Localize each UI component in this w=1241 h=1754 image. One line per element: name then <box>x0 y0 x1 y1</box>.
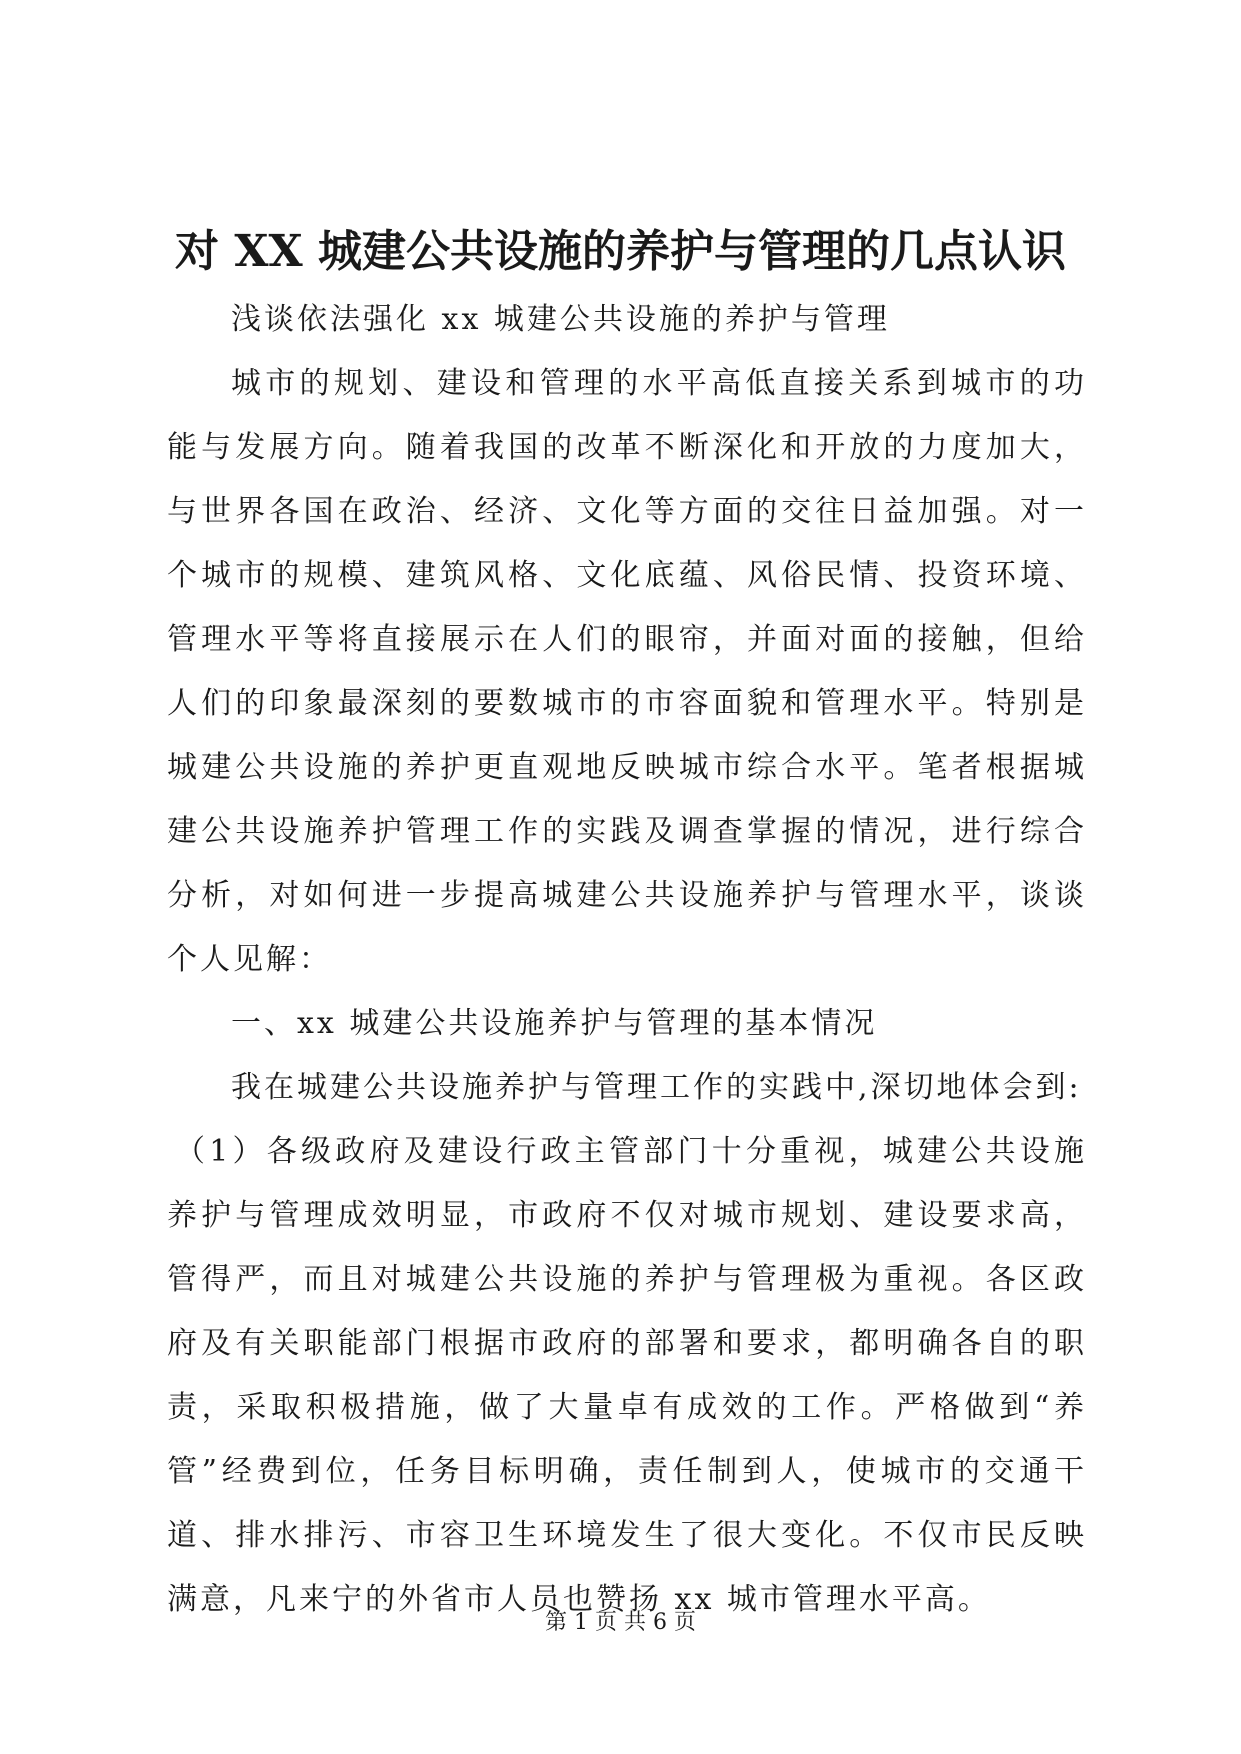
intro-paragraph: 城市的规划、建设和管理的水平高低直接关系到城市的功能与发展方向。随着我国的改革不断深化和开放的力度加大，与世界各国在政治、经济、文化等方面的交往日益加强。对一个城市的规模、建筑风格、文化底蕴、风俗民情、投资环境、管理水平等将直接展示在人们的眼帘，并面对面的接触，但给人们的印象最深刻的要数城市的市容面貌和管理水平。特别是城建公共设施的养护更直观地反映城市综合水平。笔者根据城建公共设施养护管理工作的实践及调查掌握的情况，进行综合分析，对如何进一步提高城建公共设施养护与管理水平，谈谈个人见解： <box>167 366 1087 977</box>
page-footer: 第 1 页 共 6 页 <box>545 1610 696 1635</box>
experience-paragraph: 我在城建公共设施养护与管理工作的实践中,深切地体会到: <box>231 1070 1082 1105</box>
document-title: 对 XX 城建公共设施的养护与管理的几点认识 <box>175 226 1066 277</box>
document-body <box>167 288 1087 1632</box>
section-heading: 一、xx 城建公共设施养护与管理的基本情况 <box>231 1006 878 1041</box>
subtitle-paragraph: 浅谈依法强化 xx 城建公共设施的养护与管理 <box>231 302 890 337</box>
point-one-paragraph: （1）各级政府及建设行政主管部门十分重视，城建公共设施养护与管理成效明显，市政府不仅对城市规划、建设要求高，管得严，而且对城建公共设施的养护与管理极为重视。各区政府及有关职能部门根据市政府的部署和要求，都明确各自的职责，采取积极措施，做了大量卓有成效的工作。严格做到“养管”经费到位，任务目标明确，责任制到人，使城市的交通干道、排水排污、市容卫生环境发生了很大变化。不仅市民反映满意，凡来宁的外省市人员也赞扬 xx 城市管理水平高。 <box>167 1134 1087 1617</box>
